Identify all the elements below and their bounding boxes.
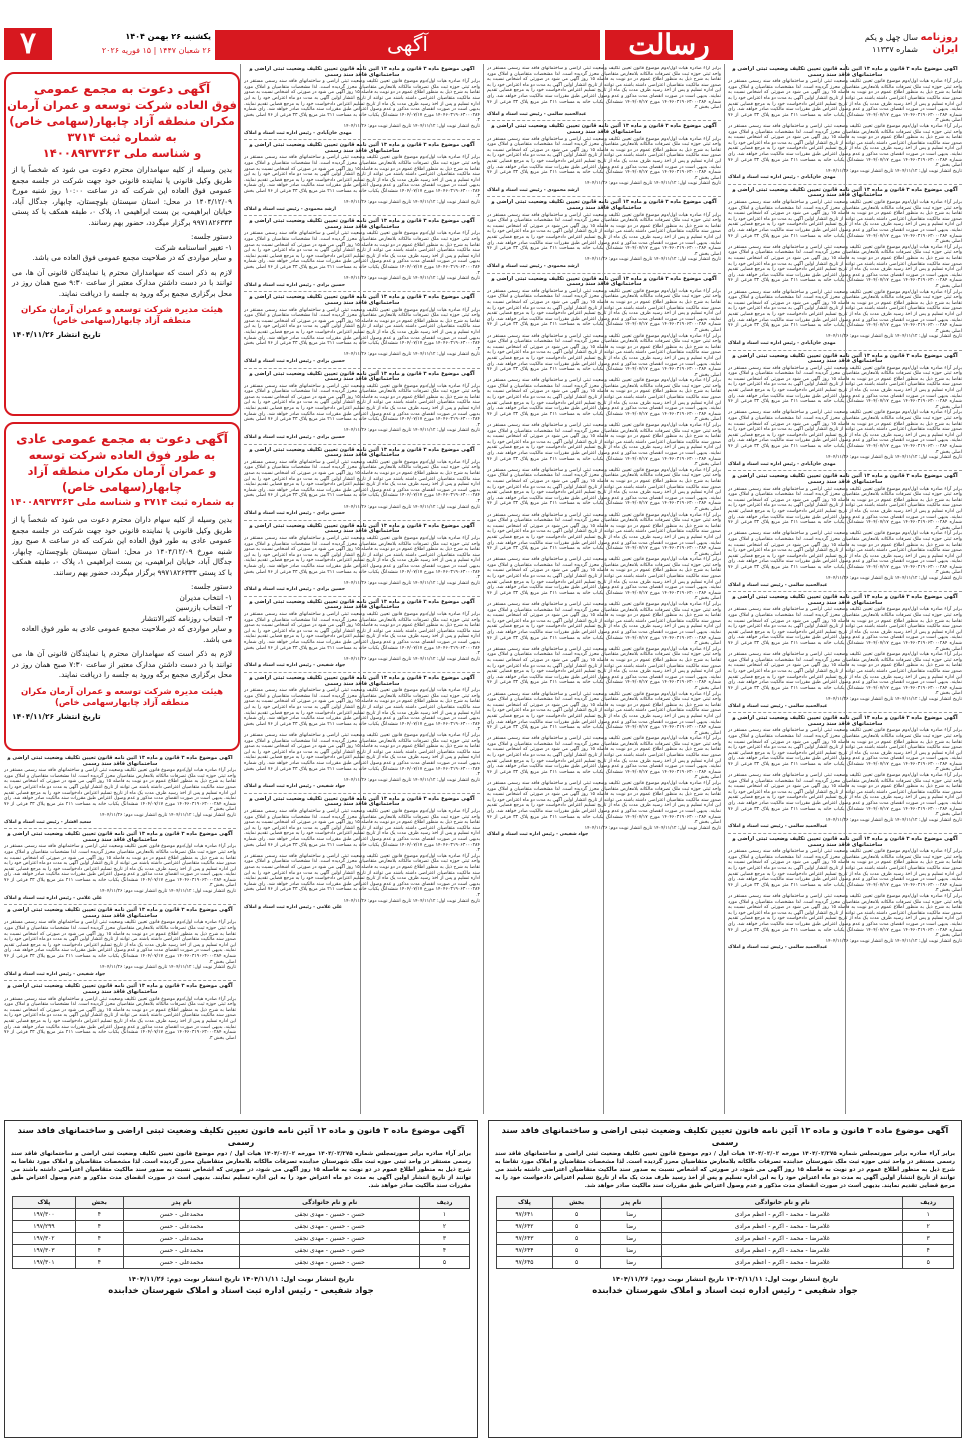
invite-title-line: آگهی دعوت به مجمع عمومی xyxy=(33,81,211,96)
table-cell: ۴ xyxy=(903,1245,954,1257)
notice-date: تاریخ انتشار نوبت اول: ۱۴۰۴/۱۱/۱۲ تاریخ انتشار نوبت دوم: ۱۴۰۴/۱۱/۲۶ xyxy=(584,181,721,187)
notice-date: تاریخ انتشار نوبت اول: ۱۴۰۴/۱۱/۱۲ تاریخ انتشار نوبت دوم: ۱۴۰۴/۱۱/۲۶ xyxy=(343,123,480,129)
notice-signature: ارشد محمودی - رئیس ثبت اسناد و املاک xyxy=(487,187,579,193)
table-cell: ۱۹۷/۲۹۹ xyxy=(13,1221,76,1233)
notice-date: تاریخ انتشار نوبت اول: ۱۴۰۴/۱۱/۱۲ تاریخ انتشار نوبت دوم: ۱۴۰۴/۱۱/۲۶ xyxy=(99,965,236,971)
bottom-notice-left xyxy=(4,1120,478,1438)
notice-body: برابر آراء صادره هیات اول/دوم موضوع قانون تعیین تکلیف وضعیت ثبتی اراضی و ساختمانهای فاقد سند رسمی مستقر در واحد ثبتی حوزه ثبت ملک تصرفات مالکانه بلامعارض متقاضیان محرز گردیده است. لذا مشخصات متقاضیان و املاک مورد تقاضا به شرح ذیل به منظور اطلاع عموم در دو نوبت به فاصله ۱۵ روز آگهی می شود در صورتی که اشخاص نسبت به صدور سند مالکیت متقاضیان اعتراضی داشته باشند می توانند از تاریخ انتشار اولین آگهی به مدت دو ماه اعتراض خود را به این اداره تسلیم و پس از اخذ رسید ظرف مدت یک ماه از تاریخ تسلیم اعتراض دادخواست خود را به مرجع قضایی تقدیم نمایند. بدیهی است در صورت انقضای مدت مذکور و عدم وصول اعتراض طبق مقررات سند مالکیت صادر خواهد شد. رای شماره ۱۴۰۴۶۰۳۱۹۰۶۳۰۰۰۲۸۴ مورخ ۱۴۰۴/۰۷/۱۷ ششدانگ یکباب خانه به مساحت ۲۱۱ متر مربع پلاک ۳۳ فرعی از ۷۶ اصلی بخش ۳. xyxy=(244,732,480,778)
notice-title: آگهی موضوع ماده ۳ قانون و ماده ۱۳ آئین نامه قانون تعیین تکلیف وضعیت ثبتی اراضی و ساختمانهای فاقد سند رسمی xyxy=(249,218,475,230)
notice-title: آگهی موضوع ماده ۳ قانون و ماده ۱۳ آئین نامه قانون تعیین تکلیف وضعیت ثبتی اراضی و ساختمانهای فاقد سند رسمی xyxy=(249,446,475,459)
table-row xyxy=(13,1245,470,1257)
column-divider xyxy=(483,64,484,1114)
column-header: نام پدر xyxy=(123,1197,240,1209)
column-header: ردیف xyxy=(903,1197,954,1209)
bottom-notice-date: تاریخ انتشار نوبت اول: ۱۴۰۴/۱۱/۱۱ تاریخ انتشار نوبت دوم: ۱۴۰۴/۱۱/۲۶ xyxy=(611,1275,839,1283)
notice-body: برابر آراء صادره هیات اول/دوم موضوع قانون تعیین تکلیف وضعیت ثبتی اراضی و ساختمانهای فاقد سند رسمی مستقر در واحد ثبتی حوزه ثبت ملک تصرفات مالکانه بلامعارض متقاضیان محرز گردیده است. لذا مشخصات متقاضیان و املاک مورد تقاضا به شرح ذیل به منظور اطلاع عموم در دو نوبت به فاصله ۱۵ روز آگهی می شود در صورتی که اشخاص نسبت به صدور سند مالکیت متقاضیان اعتراضی داشته باشند می توانند از تاریخ انتشار اولین آگهی به مدت دو ماه اعتراض خود را به این اداره تسلیم و پس از اخذ رسید ظرف مدت یک ماه از تاریخ تسلیم اعتراض دادخواست خود را به مرجع قضایی تقدیم نمایند. بدیهی است در صورت انقضای مدت مذکور و عدم وصول اعتراض طبق مقررات سند مالکیت صادر خواهد شد. رای شماره ۱۴۰۴۶۰۳۱۹۰۶۳۰۰۰۲۸۴ مورخ ۱۴۰۴/۰۷/۱۷ ششدانگ یکباب خانه به مساحت ۲۱۱ متر مربع پلاک ۳۳ فرعی از ۷۶ اصلی بخش ۳. xyxy=(487,736,721,781)
bottom-notice-body: برابر آراء صادره برابر صورتمجلس شماره ۱۴۰۴/۰۲/۲۷۵ مورخه ۱۴۰۴/۰۲/۰۲ هیات اول / دوم موضوع قانون تعیین تکلیف وضعیت ثبتی اراضی و ساختمانهای فاقد سند رسمی مستقر در واحد ثبتی حوزه ثبت ملک شهرستان خدابنده تصرفات مالکانه بلامعارض متقاضیان محرز گردیده است. لذا مشخصات متقاضیان و املاک مورد تقاضا به شرح ذیل به منظور اطلاع عموم در دو نوبت به فاصله ۱۵ روز آگهی می شود، در صورتی که اشخاص نسبت به صدور سند مالکیت متقاضیان اعتراضی داشته باشند می توانند از تاریخ انتشار اولین آگهی به مدت دو ماه اعتراض خود را به این اداره تسلیم نمایند. بدیهی است در صورت انقضای مدت مذکور و عدم وصول اعتراض طبق مقررات سند مالکیت صادر خواهد شد. xyxy=(11,1151,472,1189)
notice-date: تاریخ انتشار نوبت اول: ۱۴۰۴/۱۱/۱۲ تاریخ انتشار نوبت دوم: ۱۴۰۴/۱۱/۲۶ xyxy=(343,352,480,358)
table-cell: ۵ xyxy=(552,1233,600,1245)
notice-body: برابر آراء صادره هیات اول/دوم موضوع قانون تعیین تکلیف وضعیت ثبتی اراضی و ساختمانهای فاقد سند رسمی مستقر در واحد ثبتی حوزه ثبت ملک تصرفات مالکانه بلامعارض متقاضیان محرز گردیده است. لذا مشخصات متقاضیان و املاک مورد تقاضا به شرح ذیل به منظور اطلاع عموم در دو نوبت به فاصله ۱۵ روز آگهی می شود در صورتی که اشخاص نسبت به صدور سند مالکیت متقاضیان اعتراضی داشته باشند می توانند از تاریخ انتشار اولین آگهی به مدت دو ماه اعتراض خود را به این اداره تسلیم و پس از اخذ رسید ظرف مدت یک ماه از تاریخ تسلیم اعتراض دادخواست خود را به مرجع قضایی تقدیم نمایند. بدیهی است در صورت انقضای مدت مذکور و عدم وصول اعتراض طبق مقررات سند مالکیت صادر خواهد شد. رای شماره ۱۴۰۴۶۰۳۱۹۰۶۳۰۰۰۲۸۴ مورخ ۱۴۰۴/۰۷/۱۷ ششدانگ یکباب خانه به مساحت ۲۱۱ متر مربع پلاک ۳۳ فرعی از ۷۶ اصلی بخش ۳. xyxy=(487,212,721,257)
agenda-title: دستور جلسه: xyxy=(191,232,232,241)
notice-body: برابر آراء صادره هیات اول/دوم موضوع قانون تعیین تکلیف وضعیت ثبتی اراضی و ساختمانهای فاقد سند رسمی مستقر در واحد ثبتی حوزه ثبت ملک تصرفات مالکانه بلامعارض متقاضیان محرز گردیده است. لذا مشخصات متقاضیان و املاک مورد تقاضا به شرح ذیل به منظور اطلاع عموم در دو نوبت به فاصله ۱۵ روز آگهی می شود در صورتی که اشخاص نسبت به صدور سند مالکیت متقاضیان اعتراضی داشته باشند می توانند از تاریخ انتشار اولین آگهی به مدت دو ماه اعتراض خود را به این اداره تسلیم و پس از اخذ رسید ظرف مدت یک ماه از تاریخ تسلیم اعتراض دادخواست خود را به مرجع قضایی تقدیم نمایند. بدیهی است در صورت انقضای مدت مذکور و عدم وصول اعتراض طبق مقررات سند مالکیت صادر خواهد شد. رای شماره ۱۴۰۴۶۰۳۱۹۰۶۳۰۰۰۲۸۴ مورخ ۱۴۰۴/۰۷/۱۷ ششدانگ یکباب خانه به مساحت ۲۱۱ متر مربع پلاک ۳۳ فرعی از ۷۶ اصلی بخش ۳. xyxy=(4,844,236,889)
notice-signature: ارشد محمودی - رئیس ثبت اسناد و املاک xyxy=(244,206,336,212)
table-cell: حسن - حسین - مهدی نجفی xyxy=(240,1257,420,1269)
notice-signature: عبدالحمید سالمی - رئیس ثبت اسناد و املاک xyxy=(728,945,828,951)
bottom-notice-body: برابر آراء صادره برابر صورتمجلس شماره ۱۴۰۴/۰۲/۲۷۵ مورخه ۱۴۰۴/۰۲/۰۲ هیات اول / دوم موضوع قانون تعیین تکلیف وضعیت ثبتی اراضی و ساختمانهای فاقد سند رسمی مستقر در واحد ثبتی حوزه ثبت ملک شهرستان خدابنده تصرفات مالکانه بلامعارض متقاضیان محرز گردیده است. لذا مشخصات متقاضیان و املاک مورد تقاضا به شرح ذیل به منظور اطلاع عموم در دو نوبت به فاصله ۱۵ روز آگهی می شود، در صورتی که اشخاص نسبت به صدور سند مالکیت متقاضیان اعتراضی داشته باشند می توانند از تاریخ انتشار اولین آگهی به مدت دو ماه اعتراض خود را به این اداره تسلیم و پس از اخذ رسید ظرف مدت یک ماه از تاریخ تسلیم اعتراض دادخواست خود را به مرجع قضایی تقدیم نمایند. بدیهی است در صورت انقضای مدت مذکور و عدم وصول اعتراض طبق مقررات سند مالکیت صادر خواهد شد. xyxy=(495,1151,956,1189)
notice-date: تاریخ انتشار نوبت اول: ۱۴۰۴/۱۱/۱۲ تاریخ انتشار نوبت دوم: ۱۴۰۴/۱۱/۲۶ xyxy=(343,656,480,662)
notice-title: آگهی موضوع ماده ۳ قانون و ماده ۱۳ آئین نامه قانون تعیین تکلیف وضعیت ثبتی اراضی و ساختمانهای فاقد سند رسمی xyxy=(732,186,958,199)
notice-signature: حسین برادی - رئیس اداره ثبت اسناد و املاک xyxy=(244,587,345,593)
notice-body: برابر آراء صادره هیات اول/دوم موضوع قانون تعیین تکلیف وضعیت ثبتی اراضی و ساختمانهای فاقد سند رسمی مستقر در واحد ثبتی حوزه ثبت ملک تصرفات مالکانه بلامعارض متقاضیان محرز گردیده است. لذا مشخصات متقاضیان و املاک مورد تقاضا به شرح ذیل به منظور اطلاع عموم در دو نوبت به فاصله ۱۵ روز آگهی می شود در صورتی که اشخاص نسبت به صدور سند مالکیت متقاضیان اعتراضی داشته باشند می توانند از تاریخ انتشار اولین آگهی به مدت دو ماه اعتراض خود را به این اداره تسلیم و پس از اخذ رسید ظرف مدت یک ماه از تاریخ تسلیم اعتراض دادخواست خود را به مرجع قضایی تقدیم نمایند. بدیهی است در صورت انقضای مدت مذکور و عدم وصول اعتراض طبق مقررات سند مالکیت صادر خواهد شد. رای شماره ۱۴۰۴۶۰۳۱۹۰۶۳۰۰۰۲۸۴ مورخ ۱۴۰۴/۰۷/۱۷ ششدانگ یکباب خانه به مساحت ۲۱۱ متر مربع پلاک ۳۳ فرعی از ۷۶ اصلی بخش ۳. xyxy=(244,612,480,657)
table-cell: ۴ xyxy=(75,1245,123,1257)
notice-signature: مهدی خان‌آبادی - رئیس اداره ثبت اسناد و املاک xyxy=(728,175,836,181)
section-bar xyxy=(215,30,600,60)
table-row xyxy=(13,1209,470,1221)
notice-body: برابر آراء صادره هیات اول/دوم موضوع قانون تعیین تکلیف وضعیت ثبتی اراضی و ساختمانهای فاقد سند رسمی مستقر در واحد ثبتی حوزه ثبت ملک تصرفات مالکانه بلامعارض متقاضیان محرز گردیده است. لذا مشخصات متقاضیان و املاک مورد تقاضا به شرح ذیل به منظور اطلاع عموم در دو نوبت به فاصله ۱۵ روز آگهی می شود در صورتی که اشخاص نسبت به صدور سند مالکیت متقاضیان اعتراضی داشته باشند می توانند از تاریخ انتشار اولین آگهی به مدت دو ماه اعتراض خود را به این اداره تسلیم و پس از اخذ رسید ظرف مدت یک ماه از تاریخ تسلیم اعتراض دادخواست خود را به مرجع قضایی تقدیم نمایند. بدیهی است در صورت انقضای مدت مذکور و عدم وصول اعتراض طبق مقررات سند مالکیت صادر خواهد شد. رای شماره ۱۴۰۴۶۰۳۱۹۰۶۳۰۰۰۲۸۴ مورخ ۱۴۰۴/۰۷/۱۷ ششدانگ یکباب خانه به مساحت ۲۱۱ متر مربع پلاک ۳۳ فرعی از ۷۶ اصلی بخش ۳. xyxy=(728,773,962,818)
notice-body: برابر آراء صادره هیات اول/دوم موضوع قانون تعیین تکلیف وضعیت ثبتی اراضی و ساختمانهای فاقد سند رسمی مستقر در واحد ثبتی حوزه ثبت ملک تصرفات مالکانه بلامعارض متقاضیان محرز گردیده است. لذا مشخصات متقاضیان و املاک مورد تقاضا به شرح ذیل به منظور اطلاع عموم در دو نوبت به فاصله ۱۵ روز آگهی می شود در صورتی که اشخاص نسبت به صدور سند مالکیت متقاضیان اعتراضی داشته باشند می توانند از تاریخ انتشار اولین آگهی به مدت دو ماه اعتراض خود را به این اداره تسلیم و پس از اخذ رسید ظرف مدت یک ماه از تاریخ تسلیم اعتراض دادخواست خود را به مرجع قضایی تقدیم نمایند. بدیهی است در صورت انقضای مدت مذکور و عدم وصول اعتراض طبق مقررات سند مالکیت صادر خواهد شد. رای شماره ۱۴۰۴۶۰۳۱۹۰۶۳۰۰۰۲۸۴ مورخ ۱۴۰۴/۰۷/۱۷ ششدانگ یکباب خانه به مساحت ۲۱۱ متر مربع پلاک ۳۳ فرعی از ۷۶ اصلی بخش ۳. xyxy=(487,602,721,647)
notice-signature: عبدالحمید سالمی - رئیس ثبت اسناد و املاک xyxy=(728,824,828,830)
column-header: نام و نام خانوادگی xyxy=(240,1197,420,1209)
table-row xyxy=(497,1233,954,1245)
invite-board-signature: هیئت مدیره شرکت توسعه و عمران آرمان مکران منطقه آزاد چابهارسهامی خاص) xyxy=(20,686,224,708)
table-cell: ۴ xyxy=(75,1209,123,1221)
table-cell: رضا xyxy=(601,1233,662,1245)
notice-body: برابر آراء صادره هیات اول/دوم موضوع قانون تعیین تکلیف وضعیت ثبتی اراضی و ساختمانهای فاقد سند رسمی مستقر در واحد ثبتی حوزه ثبت ملک تصرفات مالکانه بلامعارض متقاضیان محرز گردیده است. لذا مشخصات متقاضیان و املاک مورد تقاضا به شرح ذیل به منظور اطلاع عموم در دو نوبت به فاصله ۱۵ روز آگهی می شود در صورتی که اشخاص نسبت به صدور سند مالکیت متقاضیان اعتراضی داشته باشند می توانند از تاریخ انتشار اولین آگهی به مدت دو ماه اعتراض خود را به این اداره تسلیم و پس از اخذ رسید ظرف مدت یک ماه از تاریخ تسلیم اعتراض دادخواست خود را به مرجع قضایی تقدیم نمایند. بدیهی است در صورت انقضای مدت مذکور و عدم وصول اعتراض طبق مقررات سند مالکیت صادر خواهد شد. رای شماره ۱۴۰۴۶۰۳۱۹۰۶۳۰۰۰۲۸۴ مورخ ۱۴۰۴/۰۷/۱۷ ششدانگ یکباب خانه به مساحت ۲۱۱ متر مربع پلاک ۳۳ فرعی از ۷۶ اصلی بخش ۳. xyxy=(244,853,480,898)
table-cell: ۳ xyxy=(420,1233,470,1245)
page-header xyxy=(0,0,966,62)
notice-body: برابر آراء صادره هیات اول/دوم موضوع قانون تعیین تکلیف وضعیت ثبتی اراضی و ساختمانهای فاقد سند رسمی مستقر در واحد ثبتی حوزه ثبت ملک تصرفات مالکانه بلامعارض متقاضیان محرز گردیده است. لذا مشخصات متقاضیان و املاک مورد تقاضا به شرح ذیل به منظور اطلاع عموم در دو نوبت به فاصله ۱۵ روز آگهی می شود در صورتی که اشخاص نسبت به صدور سند مالکیت متقاضیان اعتراضی داشته باشند می توانند از تاریخ انتشار اولین آگهی به مدت دو ماه اعتراض خود را به این اداره تسلیم و پس از اخذ رسید ظرف مدت یک ماه از تاریخ تسلیم اعتراض دادخواست خود را به مرجع قضایی تقدیم نمایند. بدیهی است در صورت انقضای مدت مذکور و عدم وصول اعتراض طبق مقررات سند مالکیت صادر خواهد شد. رای شماره ۱۴۰۴۶۰۳۱۹۰۶۳۰۰۰۲۸۴ مورخ ۱۴۰۴/۰۷/۱۷ ششدانگ یکباب خانه به مساحت ۲۱۱ متر مربع پلاک ۳۳ فرعی از ۷۶ اصلی بخش ۳. xyxy=(487,467,721,512)
notice-body: برابر آراء صادره هیات اول/دوم موضوع قانون تعیین تکلیف وضعیت ثبتی اراضی و ساختمانهای فاقد سند رسمی مستقر در واحد ثبتی حوزه ثبت ملک تصرفات مالکانه بلامعارض متقاضیان محرز گردیده است. لذا مشخصات متقاضیان و املاک مورد تقاضا به شرح ذیل به منظور اطلاع عموم در دو نوبت به فاصله ۱۵ روز آگهی می شود در صورتی که اشخاص نسبت به صدور سند مالکیت متقاضیان اعتراضی داشته باشند می توانند از تاریخ انتشار اولین آگهی به مدت دو ماه اعتراض خود را به این اداره تسلیم و پس از اخذ رسید ظرف مدت یک ماه از تاریخ تسلیم اعتراض دادخواست خود را به مرجع قضایی تقدیم نمایند. بدیهی است در صورت انقضای مدت مذکور و عدم وصول اعتراض طبق مقررات سند مالکیت صادر خواهد شد. رای شماره ۱۴۰۴۶۰۳۱۹۰۶۳۰۰۰۲۸۴ مورخ ۱۴۰۴/۰۷/۱۷ ششدانگ یکباب خانه به مساحت ۲۱۱ متر مربع پلاک ۳۳ فرعی از ۷۶ اصلی بخش ۳. xyxy=(487,512,721,557)
bottom-notice-signature: جواد شفیعی - رئیس اداره ثبت اسناد و املاک شهرستان خدابنده xyxy=(592,1286,858,1296)
notice-body: برابر آراء صادره هیات اول/دوم موضوع قانون تعیین تکلیف وضعیت ثبتی اراضی و ساختمانهای فاقد سند رسمی مستقر در واحد ثبتی حوزه ثبت ملک تصرفات مالکانه بلامعارض متقاضیان محرز گردیده است. لذا مشخصات متقاضیان و املاک مورد تقاضا به شرح ذیل به منظور اطلاع عموم در دو نوبت به فاصله ۱۵ روز آگهی می شود در صورتی که اشخاص نسبت به صدور سند مالکیت متقاضیان اعتراضی داشته باشند می توانند از تاریخ انتشار اولین آگهی به مدت دو ماه اعتراض خود را به این اداره تسلیم و پس از اخذ رسید ظرف مدت یک ماه از تاریخ تسلیم اعتراض دادخواست خود را به مرجع قضایی تقدیم نمایند. بدیهی است در صورت انقضای مدت مذکور و عدم وصول اعتراض طبق مقررات سند مالکیت صادر خواهد شد. رای شماره ۱۴۰۴۶۰۳۱۹۰۶۳۰۰۰۲۸۴ مورخ ۱۴۰۴/۰۷/۱۷ ششدانگ یکباب خانه به مساحت ۲۱۱ متر مربع پلاک ۳۳ فرعی از ۷۶ اصلی بخش ۳. xyxy=(728,607,962,652)
notice-date: تاریخ انتشار نوبت اول: ۱۴۰۴/۱۱/۱۲ تاریخ انتشار نوبت دوم: ۱۴۰۴/۱۱/۲۶ xyxy=(584,825,721,831)
notice-column xyxy=(4,755,236,1110)
notice-body: برابر آراء صادره هیات اول/دوم موضوع قانون تعیین تکلیف وضعیت ثبتی اراضی و ساختمانهای فاقد سند رسمی مستقر در واحد ثبتی حوزه ثبت ملک تصرفات مالکانه بلامعارض متقاضیان محرز گردیده است. لذا مشخصات متقاضیان و املاک مورد تقاضا به شرح ذیل به منظور اطلاع عموم در دو نوبت به فاصله ۱۵ روز آگهی می شود در صورتی که اشخاص نسبت به صدور سند مالکیت متقاضیان اعتراضی داشته باشند می توانند از تاریخ انتشار اولین آگهی به مدت دو ماه اعتراض خود را به این اداره تسلیم و پس از اخذ رسید ظرف مدت یک ماه از تاریخ تسلیم اعتراض دادخواست خود را به مرجع قضایی تقدیم نمایند. بدیهی است در صورت انقضای مدت مذکور و عدم وصول اعتراض طبق مقررات سند مالکیت صادر خواهد شد. رای شماره ۱۴۰۴۶۰۳۱۹۰۶۳۰۰۰۲۸۴ مورخ ۱۴۰۴/۰۷/۱۷ ششدانگ یکباب خانه به مساحت ۲۱۱ متر مربع پلاک ۳۳ فرعی از ۷۶ اصلی بخش ۳. xyxy=(487,646,721,691)
table-cell: ۹۷/۶۴۱ xyxy=(497,1209,553,1221)
notice-title: آگهی موضوع ماده ۳ قانون و ماده ۱۳ آئین نامه قانون تعیین تکلیف وضعیت ثبتی اراضی و ساختمانهای فاقد سند رسمی xyxy=(249,294,475,306)
notice-column xyxy=(487,66,721,1116)
table-cell: محمدعلی - حسن xyxy=(123,1245,240,1257)
column-header: بخش xyxy=(75,1197,123,1209)
notice-column xyxy=(244,66,480,1116)
column-divider xyxy=(724,64,725,1114)
notice-column xyxy=(728,66,962,1116)
bottom-notice-signature: جواد شفیعی - رئیس اداره ثبت اسناد و املاک شهرستان خدابنده xyxy=(108,1286,374,1296)
table-cell: ۹۷/۶۴۵ xyxy=(497,1257,553,1269)
column-divider xyxy=(240,64,241,1114)
table-cell: ۱ xyxy=(420,1209,470,1221)
table-cell: ۱ xyxy=(903,1209,954,1221)
table-cell: ۵ xyxy=(552,1245,600,1257)
notice-title: آگهی موضوع ماده ۳ قانون و ماده ۱۳ آئین نامه قانون تعیین تکلیف وضعیت ثبتی اراضی و ساختمانهای فاقد سند رسمی xyxy=(491,199,717,212)
table-cell: ۳ xyxy=(903,1233,954,1245)
invite-date: تاریخ انتشار ۱۴۰۴/۱۱/۲۶ xyxy=(12,711,101,721)
notice-signature: ارشد محمودی - رئیس ثبت اسناد و املاک xyxy=(487,264,579,269)
invite-title-line: مکران منطقه آزاد چابهار(سهامی خاص) xyxy=(9,114,235,128)
invite-title-line: به شماره ثبت ۳۷۱۴ xyxy=(67,130,177,144)
notice-date: تاریخ انتشار نوبت اول: ۱۴۰۴/۱۱/۱۲ تاریخ انتشار نوبت دوم: ۱۴۰۴/۱۱/۲۶ xyxy=(343,898,480,904)
table-cell: ۵ xyxy=(903,1257,954,1269)
bottom-notice-title: آگهی موضوع ماده ۳ قانون و ماده ۱۳ آئین نامه قانون تعیین تکلیف وضعیت ثبتی اراضی و ساختمانهای فاقد سند رسمی xyxy=(17,1125,465,1147)
notice-title: آگهی موضوع ماده ۳ قانون و ماده ۱۳ آئین نامه قانون تعیین تکلیف وضعیت ثبتی اراضی و ساختمانهای فاقد سند رسمی xyxy=(249,142,475,154)
notice-date: تاریخ انتشار نوبت اول: ۱۴۰۴/۱۱/۱۲ تاریخ انتشار نوبت دوم: ۱۴۰۴/۱۱/۲۶ xyxy=(825,938,962,944)
notice-body: برابر آراء صادره هیات اول/دوم موضوع قانون تعیین تکلیف وضعیت ثبتی اراضی و ساختمانهای فاقد سند رسمی مستقر در واحد ثبتی حوزه ثبت ملک تصرفات مالکانه بلامعارض متقاضیان محرز گردیده است. لذا مشخصات متقاضیان و املاک مورد تقاضا به شرح ذیل به منظور اطلاع عموم در دو نوبت به فاصله ۱۵ روز آگهی می شود در صورتی که اشخاص نسبت به صدور سند مالکیت متقاضیان اعتراضی داشته باشند می توانند از تاریخ انتشار اولین آگهی به مدت دو ماه اعتراض خود را به این اداره تسلیم و پس از اخذ رسید ظرف مدت یک ماه از تاریخ تسلیم اعتراض دادخواست خود را به مرجع قضایی تقدیم نمایند. بدیهی است در صورت انقضای مدت مذکور و عدم وصول اعتراض طبق مقررات سند مالکیت صادر خواهد شد. رای شماره ۱۴۰۴۶۰۳۱۹۰۶۳۰۰۰۲۸۴ مورخ ۱۴۰۴/۰۷/۱۷ ششدانگ یکباب خانه به مساحت ۲۱۱ متر مربع پلاک ۳۳ فرعی از ۷۶ اصلی بخش ۳. xyxy=(244,231,480,276)
notice-title: آگهی موضوع ماده ۳ قانون و ماده ۱۳ آئین نامه قانون تعیین تکلیف وضعیت ثبتی اراضی و ساختمانهای فاقد سند رسمی xyxy=(249,66,475,78)
notice-body: برابر آراء صادره هیات اول/دوم موضوع قانون تعیین تکلیف وضعیت ثبتی اراضی و ساختمانهای فاقد سند رسمی مستقر در واحد ثبتی حوزه ثبت ملک تصرفات مالکانه بلامعارض متقاضیان محرز گردیده است. لذا مشخصات متقاضیان و املاک مورد تقاضا به شرح ذیل به منظور اطلاع عموم در دو نوبت به فاصله ۱۵ روز آگهی می شود در صورتی که اشخاص نسبت به صدور سند مالکیت متقاضیان اعتراضی داشته باشند می توانند از تاریخ انتشار اولین آگهی به مدت دو ماه اعتراض خود را به این اداره تسلیم و پس از اخذ رسید ظرف مدت یک ماه از تاریخ تسلیم اعتراض دادخواست خود را به مرجع قضایی تقدیم نمایند. بدیهی است در صورت انقضای مدت مذکور و عدم وصول اعتراض طبق مقررات سند مالکیت صادر خواهد شد. رای شماره ۱۴۰۴۶۰۳۱۹۰۶۳۰۰۰۲۸۴ مورخ ۱۴۰۴/۰۷/۱۷ ششدانگ یکباب خانه به مساحت ۲۱۱ متر مربع پلاک ۳۳ فرعی از ۷۶ اصلی بخش ۳. xyxy=(244,79,480,124)
notice-title: آگهی موضوع ماده ۳ قانون و ماده ۱۳ آئین نامه قانون تعیین تکلیف وضعیت ثبتی اراضی و ساختمانهای فاقد سند رسمی xyxy=(732,836,958,848)
notice-signature: جواد شفیعی - رئیس اداره ثبت اسناد و املاک xyxy=(4,971,106,977)
notice-signature: حسین برادی - رئیس اداره ثبت اسناد و املاک xyxy=(244,511,345,517)
invite-title-line: به شماره ثبت ۳۷۱۴ و شناسه ملی ۱۴۰۰۸۹۳۷۳۶۳ xyxy=(9,497,235,508)
invite-title-line: و عمران آرمان مکران منطقه آزاد xyxy=(27,464,217,478)
table-row xyxy=(497,1221,954,1233)
table-cell: حسن - حسین - مهدی نجفی xyxy=(240,1209,420,1221)
notice-signature: حسین برادی - رئیس اداره ثبت اسناد و املاک xyxy=(244,358,345,364)
invite-date: تاریخ انتشار ۱۴۰۴/۱۱/۲۶ xyxy=(12,330,101,339)
brand-line2: ایران xyxy=(932,44,958,55)
bottom-notice-title: آگهی موضوع ماده ۳ قانون و ماده ۱۳ آئین نامه قانون تعیین تکلیف وضعیت ثبتی اراضی و ساختمانهای فاقد سند رسمی xyxy=(501,1125,949,1147)
year-label: سال چهل و یکم xyxy=(864,33,918,42)
table-cell: ۵ xyxy=(420,1257,470,1269)
table-cell: غلامرضا - محمد - اکرم - اعظم مرادی xyxy=(662,1245,903,1257)
table-cell: ۴ xyxy=(75,1257,123,1269)
table-row xyxy=(13,1233,470,1245)
notice-body: برابر آراء صادره هیات اول/دوم موضوع قانون تعیین تکلیف وضعیت ثبتی اراضی و ساختمانهای فاقد سند رسمی مستقر در واحد ثبتی حوزه ثبت ملک تصرفات مالکانه بلامعارض متقاضیان محرز گردیده است. لذا مشخصات متقاضیان و املاک مورد تقاضا به شرح ذیل به منظور اطلاع عموم در دو نوبت به فاصله ۱۵ روز آگهی می شود در صورتی که اشخاص نسبت به صدور سند مالکیت متقاضیان اعتراضی داشته باشند می توانند از تاریخ انتشار اولین آگهی به مدت دو ماه اعتراض خود را به این اداره تسلیم و پس از اخذ رسید ظرف مدت یک ماه از تاریخ تسلیم اعتراض دادخواست خود را به مرجع قضایی تقدیم نمایند. بدیهی است در صورت انقضای مدت مذکور و عدم وصول اعتراض طبق مقررات سند مالکیت صادر خواهد شد. رای شماره ۱۴۰۴۶۰۳۱۹۰۶۳۰۰۰۲۸۴ مورخ ۱۴۰۴/۰۷/۱۷ ششدانگ یکباب خانه به مساحت ۲۱۱ متر مربع پلاک ۳۳ فرعی از ۷۶ اصلی بخش ۳. xyxy=(487,136,721,181)
table-cell: ۵ xyxy=(552,1257,600,1269)
notice-title: آگهی موضوع ماده ۳ قانون و ماده ۱۳ آئین نامه قانون تعیین تکلیف وضعیت ثبتی اراضی و ساختمانهای فاقد سند رسمی xyxy=(732,352,958,365)
column-header: نام پدر xyxy=(601,1197,662,1209)
notice-title: آگهی موضوع ماده ۳ قانون و ماده ۱۳ آئین نامه قانون تعیین تکلیف وضعیت ثبتی اراضی و ساختمانهای فاقد سند رسمی xyxy=(249,522,475,535)
agenda-item: ۳- انتخاب روزنامه کثیرالانتشار xyxy=(141,613,232,623)
notice-body: برابر آراء صادره هیات اول/دوم موضوع قانون تعیین تکلیف وضعیت ثبتی اراضی و ساختمانهای فاقد سند رسمی مستقر در واحد ثبتی حوزه ثبت ملک تصرفات مالکانه بلامعارض متقاضیان محرز گردیده است. لذا مشخصات متقاضیان و املاک مورد تقاضا به شرح ذیل به منظور اطلاع عموم در دو نوبت به فاصله ۱۵ روز آگهی می شود در صورتی که اشخاص نسبت به صدور سند مالکیت متقاضیان اعتراضی داشته باشند می توانند از تاریخ انتشار اولین آگهی به مدت دو ماه اعتراض خود را به این اداره تسلیم و پس از اخذ رسید ظرف مدت یک ماه از تاریخ تسلیم اعتراض دادخواست خود را به مرجع قضایی تقدیم نمایند. بدیهی است در صورت انقضای مدت مذکور و عدم وصول اعتراض طبق مقررات سند مالکیت صادر خواهد شد. رای شماره ۱۴۰۴۶۰۳۱۹۰۶۳۰۰۰۲۸۴ مورخ ۱۴۰۴/۰۷/۱۷ ششدانگ یکباب خانه به مساحت ۲۱۱ متر مربع پلاک ۳۳ فرعی از ۷۶ اصلی بخش ۳. xyxy=(244,688,480,733)
notice-signature: مهدی خان‌آبادی - رئیس اداره ثبت اسناد و املاک xyxy=(728,461,836,467)
notice-date: تاریخ انتشار نوبت اول: ۱۴۰۴/۱۱/۱۲ تاریخ انتشار نوبت دوم: ۱۴۰۴/۱۱/۲۶ xyxy=(825,168,962,174)
notice-date: تاریخ انتشار نوبت اول: ۱۴۰۴/۱۱/۱۲ تاریخ انتشار نوبت دوم: ۱۴۰۴/۱۱/۲۶ xyxy=(825,455,962,461)
table-cell: غلامرضا - محمد - اکرم - اعظم مرادی xyxy=(662,1257,903,1269)
notice-body: برابر آراء صادره هیات اول/دوم موضوع قانون تعیین تکلیف وضعیت ثبتی اراضی و ساختمانهای فاقد سند رسمی مستقر در واحد ثبتی حوزه ثبت ملک تصرفات مالکانه بلامعارض متقاضیان محرز گردیده است. لذا مشخصات متقاضیان و املاک مورد تقاضا به شرح ذیل به منظور اطلاع عموم در دو نوبت به فاصله ۱۵ روز آگهی می شود در صورتی که اشخاص نسبت به صدور سند مالکیت متقاضیان اعتراضی داشته باشند می توانند از تاریخ انتشار اولین آگهی به مدت دو ماه اعتراض خود را به این اداره تسلیم و پس از اخذ رسید ظرف مدت یک ماه از تاریخ تسلیم اعتراض دادخواست خود را به مرجع قضایی تقدیم نمایند. بدیهی است در صورت انقضای مدت مذکور و عدم وصول اعتراض طبق مقررات سند مالکیت صادر خواهد شد. رای شماره ۱۴۰۴۶۰۳۱۹۰۶۳۰۰۰۲۸۴ مورخ ۱۴۰۴/۰۷/۱۷ ششدانگ یکباب خانه به مساحت ۲۱۱ متر مربع پلاک ۳۳ فرعی از ۷۶ اصلی بخش ۳. xyxy=(244,383,480,428)
notice-body: برابر آراء صادره هیات اول/دوم موضوع قانون تعیین تکلیف وضعیت ثبتی اراضی و ساختمانهای فاقد سند رسمی مستقر در واحد ثبتی حوزه ثبت ملک تصرفات مالکانه بلامعارض متقاضیان محرز گردیده است. لذا مشخصات متقاضیان و املاک مورد تقاضا به شرح ذیل به منظور اطلاع عموم در دو نوبت به فاصله ۱۵ روز آگهی می شود در صورتی که اشخاص نسبت به صدور سند مالکیت متقاضیان اعتراضی داشته باشند می توانند از تاریخ انتشار اولین آگهی به مدت دو ماه اعتراض خود را به این اداره تسلیم و پس از اخذ رسید ظرف مدت یک ماه از تاریخ تسلیم اعتراض دادخواست خود را به مرجع قضایی تقدیم نمایند. بدیهی است در صورت انقضای مدت مذکور و عدم وصول اعتراض طبق مقررات سند مالکیت صادر خواهد شد. رای شماره ۱۴۰۴۶۰۳۱۹۰۶۳۰۰۰۲۸۴ مورخ ۱۴۰۴/۰۷/۱۷ ششدانگ یکباب خانه به مساحت ۲۱۱ متر مربع پلاک ۳۳ فرعی از ۷۶ اصلی بخش ۳. xyxy=(728,244,962,289)
notice-signature: علی غلامی - رئیس اداره ثبت اسناد و املاک xyxy=(244,905,343,911)
table-cell: غلامرضا - محمد - اکرم - اعظم مرادی xyxy=(662,1209,903,1221)
notice-body: برابر آراء صادره هیات اول/دوم موضوع قانون تعیین تکلیف وضعیت ثبتی اراضی و ساختمانهای فاقد سند رسمی مستقر در واحد ثبتی حوزه ثبت ملک تصرفات مالکانه بلامعارض متقاضیان محرز گردیده است. لذا مشخصات متقاضیان و املاک مورد تقاضا به شرح ذیل به منظور اطلاع عموم در دو نوبت به فاصله ۱۵ روز آگهی می شود در صورتی که اشخاص نسبت به صدور سند مالکیت متقاضیان اعتراضی داشته باشند می توانند از تاریخ انتشار اولین آگهی به مدت دو ماه اعتراض خود را به این اداره تسلیم و پس از اخذ رسید ظرف مدت یک ماه از تاریخ تسلیم اعتراض دادخواست خود را به مرجع قضایی تقدیم نمایند. بدیهی است در صورت انقضای مدت مذکور و عدم وصول اعتراض طبق مقررات سند مالکیت صادر خواهد شد. رای شماره ۱۴۰۴۶۰۳۱۹۰۶۳۰۰۰۲۸۴ مورخ ۱۴۰۴/۰۷/۱۷ ششدانگ یکباب خانه به مساحت ۲۱۱ متر مربع پلاک ۳۳ فرعی از ۷۶ اصلی بخش ۳. xyxy=(728,849,962,894)
notice-signature: جواد شفیعی - رئیس اداره ثبت اسناد و املاک xyxy=(487,832,589,838)
table-cell: ۲ xyxy=(903,1221,954,1233)
table-cell: حسن - حسین - مهدی نجفی xyxy=(240,1221,420,1233)
agenda-item: و سایر مواردی که در صلاحیت مجمع عمومی فوق العاده می باشد. xyxy=(32,253,232,262)
table-cell: ۵ xyxy=(552,1221,600,1233)
bottom-notice-right xyxy=(488,1120,962,1438)
notice-body: برابر آراء صادره هیات اول/دوم موضوع قانون تعیین تکلیف وضعیت ثبتی اراضی و ساختمانهای فاقد سند رسمی مستقر در واحد ثبتی حوزه ثبت ملک تصرفات مالکانه بلامعارض متقاضیان محرز گردیده است. لذا مشخصات متقاضیان و املاک مورد تقاضا به شرح ذیل به منظور اطلاع عموم در دو نوبت به فاصله ۱۵ روز آگهی می شود در صورتی که اشخاص نسبت به صدور سند مالکیت متقاضیان اعتراضی داشته باشند می توانند از تاریخ انتشار اولین آگهی به مدت دو ماه اعتراض خود را به این اداره تسلیم و پس از اخذ رسید ظرف مدت یک ماه از تاریخ تسلیم اعتراض دادخواست خود را به مرجع قضایی تقدیم نمایند. بدیهی است در صورت انقضای مدت مذکور و عدم وصول اعتراض طبق مقررات سند مالکیت صادر خواهد شد. رای شماره ۱۴۰۴۶۰۳۱۹۰۶۳۰۰۰۲۸۴ مورخ ۱۴۰۴/۰۷/۱۷ ششدانگ یکباب خانه به مساحت ۲۱۱ متر مربع پلاک ۳۳ فرعی از ۷۶ اصلی بخش ۳. xyxy=(728,531,962,576)
table-cell: ۹۷/۶۴۲ xyxy=(497,1221,553,1233)
invite-body: بدین وسیله از کلیه سهام داران محترم دعوت می شود که شخصاً یا از طریق وکیل قانونی یا نماینده قانونی خود جهت شرکت در جلسه مجمع عمومی عادی به طور فوق العاده این شرکت که در ساعت ۸ صبح روز شنبه مورخ ۱۴۰۴/۱۲/۰۹ در محل: استان سیستان بلوچستان، چابهار، جدگال آباد، خیابان ابراهیمی، بن بست ابراهیمی ۱، پلاک ۰، طبقه همکف با کد پستی ۹۹۷۱۸۲۶۳۳۳ برگزار میگردد، حضور بهم رسانند. xyxy=(12,515,232,577)
notice-title: آگهی موضوع ماده ۳ قانون و ماده ۱۳ آئین نامه قانون تعیین تکلیف وضعیت ثبتی اراضی و ساختمانهای فاقد سند رسمی xyxy=(7,755,233,767)
notice-date: تاریخ انتشار نوبت اول: ۱۴۰۴/۱۱/۱۲ تاریخ انتشار نوبت دوم: ۱۴۰۴/۱۱/۲۶ xyxy=(99,812,236,818)
notice-title: آگهی موضوع ماده ۳ قانون و ماده ۱۳ آئین نامه قانون تعیین تکلیف وضعیت ثبتی اراضی و ساختمانهای فاقد سند رسمی xyxy=(732,594,958,606)
invite-board-signature: هیئت مدیره شرکت توسعه و عمران آرمان مکران منطقه آزاد چابهار(سهامی خاص) xyxy=(20,305,224,326)
invite-title-line: به طور فوق العاده شرکت توسعه xyxy=(28,448,216,462)
notice-date: تاریخ انتشار نوبت اول: ۱۴۰۴/۱۱/۱۲ تاریخ انتشار نوبت دوم: ۱۴۰۴/۱۱/۲۶ xyxy=(343,428,480,434)
table-cell: رضا xyxy=(601,1257,662,1269)
table-row xyxy=(497,1245,954,1257)
notice-body: برابر آراء صادره هیات اول/دوم موضوع قانون تعیین تکلیف وضعیت ثبتی اراضی و ساختمانهای فاقد سند رسمی مستقر در واحد ثبتی حوزه ثبت ملک تصرفات مالکانه بلامعارض متقاضیان محرز گردیده است. لذا مشخصات متقاضیان و املاک مورد تقاضا به شرح ذیل به منظور اطلاع عموم در دو نوبت به فاصله ۱۵ روز آگهی می شود در صورتی که اشخاص نسبت به صدور سند مالکیت متقاضیان اعتراضی داشته باشند می توانند از تاریخ انتشار اولین آگهی به مدت دو ماه اعتراض خود را به این اداره تسلیم و پس از اخذ رسید ظرف مدت یک ماه از تاریخ تسلیم اعتراض دادخواست خود را به مرجع قضایی تقدیم نمایند. بدیهی است در صورت انقضای مدت مذکور و عدم وصول اعتراض طبق مقررات سند مالکیت صادر خواهد شد. رای شماره ۱۴۰۴۶۰۳۱۹۰۶۳۰۰۰۲۸۴ مورخ ۱۴۰۴/۰۷/۱۷ ششدانگ یکباب خانه به مساحت ۲۱۱ متر مربع پلاک ۳۳ فرعی از ۷۶ اصلی بخش ۳. xyxy=(728,652,962,697)
notice-body: برابر آراء صادره هیات اول/دوم موضوع قانون تعیین تکلیف وضعیت ثبتی اراضی و ساختمانهای فاقد سند رسمی مستقر در واحد ثبتی حوزه ثبت ملک تصرفات مالکانه بلامعارض متقاضیان محرز گردیده است. لذا مشخصات متقاضیان و املاک مورد تقاضا به شرح ذیل به منظور اطلاع عموم در دو نوبت به فاصله ۱۵ روز آگهی می شود در صورتی که اشخاص نسبت به صدور سند مالکیت متقاضیان اعتراضی داشته باشند می توانند از تاریخ انتشار اولین آگهی به مدت دو ماه اعتراض خود را به این اداره تسلیم و پس از اخذ رسید ظرف مدت یک ماه از تاریخ تسلیم اعتراض دادخواست خود را به مرجع قضایی تقدیم نمایند. بدیهی است در صورت انقضای مدت مذکور و عدم وصول اعتراض طبق مقررات سند مالکیت صادر خواهد شد. رای شماره ۱۴۰۴۶۰۳۱۹۰۶۳۰۰۰۲۸۴ مورخ ۱۴۰۴/۰۷/۱۷ ششدانگ یکباب خانه به مساحت ۲۱۱ متر مربع پلاک ۳۳ فرعی از ۷۶ اصلی بخش ۳. xyxy=(487,333,721,378)
table-cell: ۹۷/۶۴۴ xyxy=(497,1245,553,1257)
table-cell: حسن - حسین - مهدی نجفی xyxy=(240,1245,420,1257)
invite-body: بدین وسیله از کلیه سهامداران محترم دعوت می شود که شخصاً یا از طریق وکیل قانونی یا نماینده قانونی خود جهت شرکت در جلسه مجمع عمومی فوق العاده این شرکت که در ساعت ۱۰:۰۰ روز شنبه مورخ ۱۴۰۴/۱۲/۰۹ در محل: استان سیستان بلوچستان، چابهار، جدگال آباد، خیابان ابراهیمی، بن بست ابراهیمی ۱، پلاک ۰، طبقه همکف با کد پستی ۹۹۷۱۸۲۶۳۳۳ برگزار میگردد، حضور بهم رسانند. xyxy=(12,165,233,227)
notice-title: آگهی موضوع ماده ۳ قانون و ماده ۱۳ آئین نامه قانون تعیین تکلیف وضعیت ثبتی اراضی و ساختمانهای فاقد سند رسمی xyxy=(249,795,475,808)
table-row xyxy=(13,1221,470,1233)
notice-body: برابر آراء صادره هیات اول/دوم موضوع قانون تعیین تکلیف وضعیت ثبتی اراضی و ساختمانهای فاقد سند رسمی مستقر در واحد ثبتی حوزه ثبت ملک تصرفات مالکانه بلامعارض متقاضیان محرز گردیده است. لذا مشخصات متقاضیان و املاک مورد تقاضا به شرح ذیل به منظور اطلاع عموم در دو نوبت به فاصله ۱۵ روز آگهی می شود در صورتی که اشخاص نسبت به صدور سند مالکیت متقاضیان اعتراضی داشته باشند می توانند از تاریخ انتشار اولین آگهی به مدت دو ماه اعتراض خود را به این اداره تسلیم و پس از اخذ رسید ظرف مدت یک ماه از تاریخ تسلیم اعتراض دادخواست خود را به مرجع قضایی تقدیم نمایند. بدیهی است در صورت انقضای مدت مذکور و عدم وصول اعتراض طبق مقررات سند مالکیت صادر خواهد شد. رای شماره ۱۴۰۴۶۰۳۱۹۰۶۳۰۰۰۲۸۴ مورخ ۱۴۰۴/۰۷/۱۷ ششدانگ یکباب خانه به مساحت ۲۱۱ متر مربع پلاک ۳۳ فرعی از ۷۶ اصلی بخش ۳. xyxy=(728,200,962,245)
invite-title-line: و شناسه ملی ۱۴۰۰۸۹۳۷۳۶۳ xyxy=(42,146,202,160)
notice-title: آگهی موضوع ماده ۳ قانون و ماده ۱۳ آئین نامه قانون تعیین تکلیف وضعیت ثبتی اراضی و ساختمانهای فاقد سند رسمی xyxy=(7,983,233,995)
table-cell: ۵ xyxy=(552,1209,600,1221)
notice-date: تاریخ انتشار نوبت اول: ۱۴۰۴/۱۱/۱۲ تاریخ انتشار نوبت دوم: ۱۴۰۴/۱۱/۲۶ xyxy=(825,576,962,582)
invitation-ordinary-meeting xyxy=(4,422,240,751)
table-row xyxy=(497,1257,954,1269)
agenda-item: ۲- انتخاب بازرسین xyxy=(175,603,232,612)
notice-body: برابر آراء صادره هیات اول/دوم موضوع قانون تعیین تکلیف وضعیت ثبتی اراضی و ساختمانهای فاقد سند رسمی مستقر در واحد ثبتی حوزه ثبت ملک تصرفات مالکانه بلامعارض متقاضیان محرز گردیده است. لذا مشخصات متقاضیان و املاک مورد تقاضا به شرح ذیل به منظور اطلاع عموم در دو نوبت به فاصله ۱۵ روز آگهی می شود در صورتی که اشخاص نسبت به صدور سند مالکیت متقاضیان اعتراضی داشته باشند می توانند از تاریخ انتشار اولین آگهی به مدت دو ماه اعتراض خود را به این اداره تسلیم و پس از اخذ رسید ظرف مدت یک ماه از تاریخ تسلیم اعتراض دادخواست خود را به مرجع قضایی تقدیم نمایند. بدیهی است در صورت انقضای مدت مذکور و عدم وصول اعتراض طبق مقررات سند مالکیت صادر خواهد شد. رای شماره ۱۴۰۴۶۰۳۱۹۰۶۳۰۰۰۲۸۴ مورخ ۱۴۰۴/۰۷/۱۷ ششدانگ یکباب خانه به مساحت ۲۱۱ متر مربع پلاک ۳۳ فرعی از ۷۶ اصلی بخش ۳. xyxy=(4,920,236,965)
invite-title-line: چابهار(سهامی خاص) xyxy=(61,480,183,494)
agenda-item: ۱- تغییر اساسنامه شرکت xyxy=(155,242,232,252)
notice-signature: جواد شفیعی - رئیس اداره ثبت اسناد و املاک xyxy=(244,784,346,790)
newspaper-logo: رسالت xyxy=(605,30,733,60)
invite-title-line: آگهی دعوت به مجمع عمومی عادی xyxy=(16,431,228,446)
table-header-row xyxy=(13,1197,470,1209)
issue-info xyxy=(740,30,962,60)
notice-body: برابر آراء صادره هیات اول/دوم موضوع قانون تعیین تکلیف وضعیت ثبتی اراضی و ساختمانهای فاقد سند رسمی مستقر در واحد ثبتی حوزه ثبت ملک تصرفات مالکانه بلامعارض متقاضیان محرز گردیده است. لذا مشخصات متقاضیان و املاک مورد تقاضا به شرح ذیل به منظور اطلاع عموم در دو نوبت به فاصله ۱۵ روز آگهی می شود در صورتی که اشخاص نسبت به صدور سند مالکیت متقاضیان اعتراضی داشته باشند می توانند از تاریخ انتشار اولین آگهی به مدت دو ماه اعتراض خود را به این اداره تسلیم و پس از اخذ رسید ظرف مدت یک ماه از تاریخ تسلیم اعتراض دادخواست خود را به مرجع قضایی تقدیم نمایند. بدیهی است در صورت انقضای مدت مذکور و عدم وصول اعتراض طبق مقررات سند مالکیت صادر خواهد شد. رای شماره ۱۴۰۴۶۰۳۱۹۰۶۳۰۰۰۲۸۴ مورخ ۱۴۰۴/۰۷/۱۷ ششدانگ یکباب خانه به مساحت ۲۱۱ متر مربع پلاک ۳۳ فرعی از ۷۶ اصلی بخش ۳. xyxy=(487,423,721,468)
notice-title: آگهی موضوع ماده ۳ قانون و ماده ۱۳ آئین نامه قانون تعیین تکلیف وضعیت ثبتی اراضی و ساختمانهای فاقد سند رسمی xyxy=(7,907,233,919)
notice-body: برابر آراء صادره هیات اول/دوم موضوع قانون تعیین تکلیف وضعیت ثبتی اراضی و ساختمانهای فاقد سند رسمی مستقر در واحد ثبتی حوزه ثبت ملک تصرفات مالکانه بلامعارض متقاضیان محرز گردیده است. لذا مشخصات متقاضیان و املاک مورد تقاضا به شرح ذیل به منظور اطلاع عموم در دو نوبت به فاصله ۱۵ روز آگهی می شود در صورتی که اشخاص نسبت به صدور سند مالکیت متقاضیان اعتراضی داشته باشند می توانند از تاریخ انتشار اولین آگهی به مدت دو ماه اعتراض خود را به این اداره تسلیم و پس از اخذ رسید ظرف مدت یک ماه از تاریخ تسلیم اعتراض دادخواست خود را به مرجع قضایی تقدیم نمایند. بدیهی است در صورت انقضای مدت مذکور و عدم وصول اعتراض طبق مقررات سند مالکیت صادر خواهد شد. رای شماره ۱۴۰۴۶۰۳۱۹۰۶۳۰۰۰۲۸۴ مورخ ۱۴۰۴/۰۷/۱۷ ششدانگ یکباب خانه به مساحت ۲۱۱ متر مربع پلاک ۳۳ فرعی از ۷۶ اصلی بخش ۳. xyxy=(728,893,962,939)
table-cell: غلامرضا - محمد - اکرم - اعظم مرادی xyxy=(662,1233,903,1245)
table-cell: غلامرضا - محمد - اکرم - اعظم مرادی xyxy=(662,1221,903,1233)
notice-body: برابر آراء صادره هیات اول/دوم موضوع قانون تعیین تکلیف وضعیت ثبتی اراضی و ساختمانهای فاقد سند رسمی مستقر در واحد ثبتی حوزه ثبت ملک تصرفات مالکانه بلامعارض متقاضیان محرز گردیده است. لذا مشخصات متقاضیان و املاک مورد تقاضا به شرح ذیل به منظور اطلاع عموم در دو نوبت به فاصله ۱۵ روز آگهی می شود در صورتی که اشخاص نسبت به صدور سند مالکیت متقاضیان اعتراضی داشته باشند می توانند از تاریخ انتشار اولین آگهی به مدت دو ماه اعتراض خود را به این اداره تسلیم و پس از اخذ رسید ظرف مدت یک ماه از تاریخ تسلیم اعتراض دادخواست خود را به مرجع قضایی تقدیم نمایند. بدیهی است در صورت انقضای مدت مذکور و عدم وصول اعتراض طبق مقررات سند مالکیت صادر خواهد شد. رای شماره ۱۴۰۴۶۰۳۱۹۰۶۳۰۰۰۲۸۴ مورخ ۱۴۰۴/۰۷/۱۷ ششدانگ یکباب خانه به مساحت ۲۱۱ متر مربع پلاک ۳۳ فرعی از ۷۶ اصلی بخش ۳. xyxy=(244,809,480,854)
notice-body: برابر آراء صادره هیات اول/دوم موضوع قانون تعیین تکلیف وضعیت ثبتی اراضی و ساختمانهای فاقد سند رسمی مستقر در واحد ثبتی حوزه ثبت ملک تصرفات مالکانه بلامعارض متقاضیان محرز گردیده است. لذا مشخصات متقاضیان و املاک مورد تقاضا به شرح ذیل به منظور اطلاع عموم در دو نوبت به فاصله ۱۵ روز آگهی می شود در صورتی که اشخاص نسبت به صدور سند مالکیت متقاضیان اعتراضی داشته باشند می توانند از تاریخ انتشار اولین آگهی به مدت دو ماه اعتراض خود را به این اداره تسلیم و پس از اخذ رسید ظرف مدت یک ماه از تاریخ تسلیم اعتراض دادخواست خود را به مرجع قضایی تقدیم نمایند. بدیهی است در صورت انقضای مدت مذکور و عدم وصول اعتراض طبق مقررات سند مالکیت صادر خواهد شد. رای شماره ۱۴۰۴۶۰۳۱۹۰۶۳۰۰۰۲۸۴ مورخ ۱۴۰۴/۰۷/۱۷ ششدانگ یکباب خانه به مساحت ۲۱۱ متر مربع پلاک ۳۳ فرعی از ۷۶ اصلی بخش ۳. xyxy=(487,557,721,602)
agenda-title: دستور جلسه: xyxy=(191,582,232,591)
column-header: پلاک xyxy=(13,1197,76,1209)
notice-body: برابر آراء صادره هیات اول/دوم موضوع قانون تعیین تکلیف وضعیت ثبتی اراضی و ساختمانهای فاقد سند رسمی مستقر در واحد ثبتی حوزه ثبت ملک تصرفات مالکانه بلامعارض متقاضیان محرز گردیده است. لذا مشخصات متقاضیان و املاک مورد تقاضا به شرح ذیل به منظور اطلاع عموم در دو نوبت به فاصله ۱۵ روز آگهی می شود در صورتی که اشخاص نسبت به صدور سند مالکیت متقاضیان اعتراضی داشته باشند می توانند از تاریخ انتشار اولین آگهی به مدت دو ماه اعتراض خود را به این اداره تسلیم و پس از اخذ رسید ظرف مدت یک ماه از تاریخ تسلیم اعتراض دادخواست خود را به مرجع قضایی تقدیم نمایند. بدیهی است در صورت انقضای مدت مذکور و عدم وصول اعتراض طبق مقررات سند مالکیت صادر خواهد شد. رای شماره ۱۴۰۴۶۰۳۱۹۰۶۳۰۰۰۲۸۴ مورخ ۱۴۰۴/۰۷/۱۷ ششدانگ یکباب خانه به مساحت ۲۱۱ متر مربع پلاک ۳۳ فرعی از ۷۶ اصلی بخش ۳. xyxy=(4,996,236,1041)
bottom-notice-date: تاریخ انتشار نوبت اول: ۱۴۰۴/۱۱/۱۱ تاریخ انتشار نوبت دوم: ۱۴۰۴/۱۱/۲۶ xyxy=(127,1275,355,1283)
notice-signature: سعید افشار - رئیس ثبت اسناد و املاک xyxy=(4,819,92,825)
property-table xyxy=(496,1196,954,1269)
notice-signature: علی غلامی - رئیس اداره ثبت اسناد و املاک xyxy=(4,895,103,901)
notice-title: آگهی موضوع ماده ۳ قانون و ماده ۱۳ آئین نامه قانون تعیین تکلیف وضعیت ثبتی اراضی و ساختمانهای فاقد سند رسمی xyxy=(7,831,233,843)
notice-body: برابر آراء صادره هیات اول/دوم موضوع قانون تعیین تکلیف وضعیت ثبتی اراضی و ساختمانهای فاقد سند رسمی مستقر در واحد ثبتی حوزه ثبت ملک تصرفات مالکانه بلامعارض متقاضیان محرز گردیده است. لذا مشخصات متقاضیان و املاک مورد تقاضا به شرح ذیل به منظور اطلاع عموم در دو نوبت به فاصله ۱۵ روز آگهی می شود در صورتی که اشخاص نسبت به صدور سند مالکیت متقاضیان اعتراضی داشته باشند می توانند از تاریخ انتشار اولین آگهی به مدت دو ماه اعتراض خود را به این اداره تسلیم و پس از اخذ رسید ظرف مدت یک ماه از تاریخ تسلیم اعتراض دادخواست خود را به مرجع قضایی تقدیم نمایند. بدیهی است در صورت انقضای مدت مذکور و عدم وصول اعتراض طبق مقررات سند مالکیت صادر خواهد شد. رای شماره ۱۴۰۴۶۰۳۱۹۰۶۳۰۰۰۲۸۴ مورخ ۱۴۰۴/۰۷/۱۷ ششدانگ یکباب خانه به مساحت ۲۱۱ متر مربع پلاک ۳۳ فرعی از ۷۶ اصلی بخش ۳. xyxy=(244,155,480,200)
table-cell: محمدعلی - حسن xyxy=(123,1221,240,1233)
table-cell: ۹۷/۶۴۳ xyxy=(497,1233,553,1245)
page-number: ۷ xyxy=(4,28,52,60)
column-header: ردیف xyxy=(420,1197,470,1209)
table-cell: ۲ xyxy=(420,1221,470,1233)
notice-signature: جواد شفیعی - رئیس اداره ثبت اسناد و املاک xyxy=(244,663,346,669)
notice-body: برابر آراء صادره هیات اول/دوم موضوع قانون تعیین تکلیف وضعیت ثبتی اراضی و ساختمانهای فاقد سند رسمی مستقر در واحد ثبتی حوزه ثبت ملک تصرفات مالکانه بلامعارض متقاضیان محرز گردیده است. لذا مشخصات متقاضیان و املاک مورد تقاضا به شرح ذیل به منظور اطلاع عموم در دو نوبت به فاصله ۱۵ روز آگهی می شود در صورتی که اشخاص نسبت به صدور سند مالکیت متقاضیان اعتراضی داشته باشند می توانند از تاریخ انتشار اولین آگهی به مدت دو ماه اعتراض خود را به این اداره تسلیم و پس از اخذ رسید ظرف مدت یک ماه از تاریخ تسلیم اعتراض دادخواست خود را به مرجع قضایی تقدیم نمایند. بدیهی است در صورت انقضای مدت مذکور و عدم وصول اعتراض طبق مقررات سند مالکیت صادر خواهد شد. رای شماره ۱۴۰۴۶۰۳۱۹۰۶۳۰۰۰۲۸۴ مورخ ۱۴۰۴/۰۷/۱۷ ششدانگ یکباب خانه به مساحت ۲۱۱ متر مربع پلاک ۳۳ فرعی از ۷۶ اصلی بخش ۳. xyxy=(487,781,721,826)
notice-date: تاریخ انتشار نوبت اول: ۱۴۰۴/۱۱/۱۲ تاریخ انتشار نوبت دوم: ۱۴۰۴/۱۱/۲۶ xyxy=(99,889,236,895)
notice-date: تاریخ انتشار نوبت اول: ۱۴۰۴/۱۱/۱۲ تاریخ انتشار نوبت دوم: ۱۴۰۴/۱۱/۲۶ xyxy=(343,504,480,510)
notice-date: تاریخ انتشار نوبت اول: ۱۴۰۴/۱۱/۱۲ تاریخ انتشار نوبت دوم: ۱۴۰۴/۱۱/۲۶ xyxy=(343,276,480,282)
agenda-item: و سایر مواردی که در صلاحیت مجمع عمومی عادی به طور فوق العاده می باشد. xyxy=(21,624,232,644)
column-header: بخش xyxy=(552,1197,600,1209)
date-hijri-gregorian: ۲۶ شعبان ۱۴۴۷ | ۱۵ فوریه ۲۰۲۶ xyxy=(101,46,211,55)
notice-title: آگهی موضوع ماده ۳ قانون و ماده ۱۳ آئین نامه قانون تعیین تکلیف وضعیت ثبتی اراضی و ساختمانهای فاقد سند رسمی xyxy=(249,598,475,611)
notice-body: برابر آراء صادره هیات اول/دوم موضوع قانون تعیین تکلیف وضعیت ثبتی اراضی و ساختمانهای فاقد سند رسمی مستقر در واحد ثبتی حوزه ثبت ملک تصرفات مالکانه بلامعارض متقاضیان محرز گردیده است. لذا مشخصات متقاضیان و املاک مورد تقاضا به شرح ذیل به منظور اطلاع عموم در دو نوبت به فاصله ۱۵ روز آگهی می شود در صورتی که اشخاص نسبت به صدور سند مالکیت متقاضیان اعتراضی داشته باشند می توانند از تاریخ انتشار اولین آگهی به مدت دو ماه اعتراض خود را به این اداره تسلیم و پس از اخذ رسید ظرف مدت یک ماه از تاریخ تسلیم اعتراض دادخواست خود را به مرجع قضایی تقدیم نمایند. بدیهی است در صورت انقضای مدت مذکور و عدم وصول اعتراض طبق مقررات سند مالکیت صادر خواهد شد. رای شماره ۱۴۰۴۶۰۳۱۹۰۶۳۰۰۰۲۸۴ مورخ ۱۴۰۴/۰۷/۱۷ ششدانگ یکباب خانه به مساحت ۲۱۱ متر مربع پلاک ۳۳ فرعی از ۷۶ اصلی بخش ۳. xyxy=(728,79,962,124)
section-title: آگهی xyxy=(387,32,428,56)
table-header-row xyxy=(497,1197,954,1209)
notice-body: برابر آراء صادره هیات اول/دوم موضوع قانون تعیین تکلیف وضعیت ثبتی اراضی و ساختمانهای فاقد سند رسمی مستقر در واحد ثبتی حوزه ثبت ملک تصرفات مالکانه بلامعارض متقاضیان محرز گردیده است. لذا مشخصات متقاضیان و املاک مورد تقاضا به شرح ذیل به منظور اطلاع عموم در دو نوبت به فاصله ۱۵ روز آگهی می شود در صورتی که اشخاص نسبت به صدور سند مالکیت متقاضیان اعتراضی داشته باشند می توانند از تاریخ انتشار اولین آگهی به مدت دو ماه اعتراض خود را به این اداره تسلیم و پس از اخذ رسید ظرف مدت یک ماه از تاریخ تسلیم اعتراض دادخواست خود را به مرجع قضایی تقدیم نمایند. بدیهی است در صورت انقضای مدت مذکور و عدم وصول اعتراض طبق مقررات سند مالکیت صادر خواهد شد. رای شماره ۱۴۰۴۶۰۳۱۹۰۶۳۰۰۰۲۸۴ مورخ ۱۴۰۴/۰۷/۱۷ ششدانگ یکباب خانه به مساحت ۲۱۱ متر مربع پلاک ۳۳ فرعی از ۷۶ اصلی بخش ۳. xyxy=(728,728,962,773)
invite-note: لازم به ذکر است که سهامداران محترم یا نمایندگان قانونی آن ها، می توانند با در دست داشتن مدارک معتبر از ساعت ۷:۳۰ صبح همان روز در محل برگزاری مجمع برگه ورود به جلسه را دریافت نمایند. xyxy=(12,649,232,679)
notice-signature: حسین برادی - رئیس اداره ثبت اسناد و املاک xyxy=(244,282,345,288)
notice-body: برابر آراء صادره هیات اول/دوم موضوع قانون تعیین تکلیف وضعیت ثبتی اراضی و ساختمانهای فاقد سند رسمی مستقر در واحد ثبتی حوزه ثبت ملک تصرفات مالکانه بلامعارض متقاضیان محرز گردیده است. لذا مشخصات متقاضیان و املاک مورد تقاضا به شرح ذیل به منظور اطلاع عموم در دو نوبت به فاصله ۱۵ روز آگهی می شود در صورتی که اشخاص نسبت به صدور سند مالکیت متقاضیان اعتراضی داشته باشند می توانند از تاریخ انتشار اولین آگهی به مدت دو ماه اعتراض خود را به این اداره تسلیم و پس از اخذ رسید ظرف مدت یک ماه از تاریخ تسلیم اعتراض دادخواست خود را به مرجع قضایی تقدیم نمایند. بدیهی است در صورت انقضای مدت مذکور و عدم وصول اعتراض طبق مقررات سند مالکیت صادر خواهد شد. رای شماره ۱۴۰۴۶۰۳۱۹۰۶۳۰۰۰۲۸۴ مورخ ۱۴۰۴/۰۷/۱۷ ششدانگ یکباب خانه به مساحت ۲۱۱ متر مربع پلاک ۳۳ فرعی از ۷۶ اصلی بخش ۳. xyxy=(728,410,962,455)
table-cell: ۱۹۷/۳۰۲ xyxy=(13,1233,76,1245)
notice-date: تاریخ انتشار نوبت اول: ۱۴۰۴/۱۱/۱۲ تاریخ انتشار نوبت دوم: ۱۴۰۴/۱۱/۲۶ xyxy=(825,696,962,702)
date-persian: یکشنبه ۲۶ بهمن ۱۴۰۴ xyxy=(125,32,211,41)
table-row xyxy=(497,1209,954,1221)
table-cell: رضا xyxy=(601,1245,662,1257)
notice-signature: عبدالحمید سالمی - رئیس ثبت اسناد و املاک xyxy=(487,111,587,117)
notice-title: آگهی موضوع ماده ۳ قانون و ماده ۱۳ آئین نامه قانون تعیین تکلیف وضعیت ثبتی اراضی و ساختمانهای فاقد سند رسمی xyxy=(732,715,958,727)
notice-signature: حسین برادی - رئیس اداره ثبت اسناد و املاک xyxy=(244,435,345,441)
table-cell: رضا xyxy=(601,1221,662,1233)
notice-date: تاریخ انتشار نوبت اول: ۱۴۰۴/۱۱/۱۲ تاریخ انتشار نوبت دوم: ۱۴۰۴/۱۱/۲۶ xyxy=(825,334,962,340)
invite-title-line: فوق العاده شرکت توسعه و عمران آرمان xyxy=(7,98,237,112)
table-cell: ۴ xyxy=(420,1245,470,1257)
notice-date: تاریخ انتشار نوبت اول: ۱۴۰۴/۱۱/۱۲ تاریخ انتشار نوبت دوم: ۱۴۰۴/۱۱/۲۶ xyxy=(343,200,480,206)
notice-title: آگهی موضوع ماده ۳ قانون و ماده ۱۳ آئین نامه قانون تعیین تکلیف وضعیت ثبتی اراضی و ساختمانهای فاقد سند رسمی xyxy=(732,66,958,78)
brand-line1: روزنامه xyxy=(920,32,958,43)
table-cell: ۱۹۷/۳۰۰ xyxy=(13,1209,76,1221)
column-header: نام و نام خانوادگی xyxy=(662,1197,903,1209)
table-cell: رضا xyxy=(601,1209,662,1221)
notice-body: برابر آراء صادره هیات اول/دوم موضوع قانون تعیین تکلیف وضعیت ثبتی اراضی و ساختمانهای فاقد سند رسمی مستقر در واحد ثبتی حوزه ثبت ملک تصرفات مالکانه بلامعارض متقاضیان محرز گردیده است. لذا مشخصات متقاضیان و املاک مورد تقاضا به شرح ذیل به منظور اطلاع عموم در دو نوبت به فاصله ۱۵ روز آگهی می شود در صورتی که اشخاص نسبت به صدور سند مالکیت متقاضیان اعتراضی داشته باشند می توانند از تاریخ انتشار اولین آگهی به مدت دو ماه اعتراض خود را به این اداره تسلیم و پس از اخذ رسید ظرف مدت یک ماه از تاریخ تسلیم اعتراض دادخواست خود را به مرجع قضایی تقدیم نمایند. بدیهی است در صورت انقضای مدت مذکور و عدم وصول اعتراض طبق مقررات سند مالکیت صادر خواهد شد. رای شماره ۱۴۰۴۶۰۳۱۹۰۶۳۰۰۰۲۸۴ مورخ ۱۴۰۴/۰۷/۱۷ ششدانگ یکباب خانه به مساحت ۲۱۱ متر مربع پلاک ۳۳ فرعی از ۷۶ اصلی بخش ۳. xyxy=(244,307,480,352)
property-table xyxy=(12,1196,470,1269)
notice-title: آگهی موضوع ماده ۳ قانون و ماده ۱۳ آئین نامه قانون تعیین تکلیف وضعیت ثبتی اراضی و ساختمانهای فاقد سند رسمی xyxy=(491,275,717,288)
table-cell: ۱۹۷/۳۰۳ xyxy=(13,1245,76,1257)
notice-date: تاریخ انتشار نوبت اول: ۱۴۰۴/۱۱/۱۲ تاریخ انتشار نوبت دوم: ۱۴۰۴/۱۱/۲۶ xyxy=(825,817,962,823)
notice-title: آگهی موضوع ماده ۳ قانون و ماده ۱۳ آئین نامه قانون تعیین تکلیف وضعیت ثبتی اراضی و ساختمانهای فاقد سند رسمی xyxy=(249,370,475,383)
table-cell: ۴ xyxy=(75,1221,123,1233)
table-row xyxy=(13,1257,470,1269)
notice-title: آگهی موضوع ماده ۳ قانون و ماده ۱۳ آئین نامه قانون تعیین تکلیف وضعیت ثبتی اراضی و ساختمانهای فاقد سند رسمی xyxy=(732,473,958,485)
table-cell: ۴ xyxy=(75,1233,123,1245)
notice-body: برابر آراء صادره هیات اول/دوم موضوع قانون تعیین تکلیف وضعیت ثبتی اراضی و ساختمانهای فاقد سند رسمی مستقر در واحد ثبتی حوزه ثبت ملک تصرفات مالکانه بلامعارض متقاضیان محرز گردیده است. لذا مشخصات متقاضیان و املاک مورد تقاضا به شرح ذیل به منظور اطلاع عموم در دو نوبت به فاصله ۱۵ روز آگهی می شود در صورتی که اشخاص نسبت به صدور سند مالکیت متقاضیان اعتراضی داشته باشند می توانند از تاریخ انتشار اولین آگهی به مدت دو ماه اعتراض خود را به این اداره تسلیم و پس از اخذ رسید ظرف مدت یک ماه از تاریخ تسلیم اعتراض دادخواست خود را به مرجع قضایی تقدیم نمایند. بدیهی است در صورت انقضای مدت مذکور و عدم وصول اعتراض طبق مقررات سند مالکیت صادر خواهد شد. رای شماره ۱۴۰۴۶۰۳۱۹۰۶۳۰۰۰۲۸۴ مورخ ۱۴۰۴/۰۷/۱۷ ششدانگ یکباب خانه به مساحت ۲۱۱ متر مربع پلاک ۳۳ فرعی از ۷۶ اصلی بخش ۳. xyxy=(487,66,721,111)
invite-note: لازم به ذکر است که سهامداران محترم یا نمایندگان قانونی آن ها، می توانند با در دست داشتن مدارک معتبر از ساعت ۹:۳۰ صبح همان روز در محل برگزاری مجمع برگه ورود به جلسه را دریافت نمایند. xyxy=(12,267,232,298)
notice-body: برابر آراء صادره هیات اول/دوم موضوع قانون تعیین تکلیف وضعیت ثبتی اراضی و ساختمانهای فاقد سند رسمی مستقر در واحد ثبتی حوزه ثبت ملک تصرفات مالکانه بلامعارض متقاضیان محرز گردیده است. لذا مشخصات متقاضیان و املاک مورد تقاضا به شرح ذیل به منظور اطلاع عموم در دو نوبت به فاصله ۱۵ روز آگهی می شود در صورتی که اشخاص نسبت به صدور سند مالکیت متقاضیان اعتراضی داشته باشند می توانند از تاریخ انتشار اولین آگهی به مدت دو ماه اعتراض خود را به این اداره تسلیم و پس از اخذ رسید ظرف مدت یک ماه از تاریخ تسلیم اعتراض دادخواست خود را به مرجع قضایی تقدیم نمایند. بدیهی است در صورت انقضای مدت مذکور و عدم وصول اعتراض طبق مقررات سند مالکیت صادر خواهد شد. رای شماره ۱۴۰۴۶۰۳۱۹۰۶۳۰۰۰۲۸۴ مورخ ۱۴۰۴/۰۷/۱۷ ششدانگ یکباب خانه به مساحت ۲۱۱ متر مربع پلاک ۳۳ فرعی از ۷۶ اصلی بخش ۳. xyxy=(4,768,236,813)
notice-body: برابر آراء صادره هیات اول/دوم موضوع قانون تعیین تکلیف وضعیت ثبتی اراضی و ساختمانهای فاقد سند رسمی مستقر در واحد ثبتی حوزه ثبت ملک تصرفات مالکانه بلامعارض متقاضیان محرز گردیده است. لذا مشخصات متقاضیان و املاک مورد تقاضا به شرح ذیل به منظور اطلاع عموم در دو نوبت به فاصله ۱۵ روز آگهی می شود در صورتی که اشخاص نسبت به صدور سند مالکیت متقاضیان اعتراضی داشته باشند می توانند از تاریخ انتشار اولین آگهی به مدت دو ماه اعتراض خود را به این اداره تسلیم و پس از اخذ رسید ظرف مدت یک ماه از تاریخ تسلیم اعتراض دادخواست خود را به مرجع قضایی تقدیم نمایند. بدیهی است در صورت انقضای مدت مذکور و عدم وصول اعتراض طبق مقررات سند مالکیت صادر خواهد شد. رای شماره ۱۴۰۴۶۰۳۱۹۰۶۳۰۰۰۲۸۴ مورخ ۱۴۰۴/۰۷/۱۷ ششدانگ یکباب خانه به مساحت ۲۱۱ متر مربع پلاک ۳۳ فرعی از ۷۶ اصلی بخش ۳. xyxy=(487,288,721,333)
column-header: پلاک xyxy=(497,1197,553,1209)
notice-body: برابر آراء صادره هیات اول/دوم موضوع قانون تعیین تکلیف وضعیت ثبتی اراضی و ساختمانهای فاقد سند رسمی مستقر در واحد ثبتی حوزه ثبت ملک تصرفات مالکانه بلامعارض متقاضیان محرز گردیده است. لذا مشخصات متقاضیان و املاک مورد تقاضا به شرح ذیل به منظور اطلاع عموم در دو نوبت به فاصله ۱۵ روز آگهی می شود در صورتی که اشخاص نسبت به صدور سند مالکیت متقاضیان اعتراضی داشته باشند می توانند از تاریخ انتشار اولین آگهی به مدت دو ماه اعتراض خود را به این اداره تسلیم و پس از اخذ رسید ظرف مدت یک ماه از تاریخ تسلیم اعتراض دادخواست خود را به مرجع قضایی تقدیم نمایند. بدیهی است در صورت انقضای مدت مذکور و عدم وصول اعتراض طبق مقررات سند مالکیت صادر خواهد شد. رای شماره ۱۴۰۴۶۰۳۱۹۰۶۳۰۰۰۲۸۴ مورخ ۱۴۰۴/۰۷/۱۷ ششدانگ یکباب خانه به مساحت ۲۱۱ متر مربع پلاک ۳۳ فرعی از ۷۶ اصلی بخش ۳. xyxy=(728,123,962,169)
notice-signature: مهدی خان‌آبادی - رئیس اداره ثبت اسناد و املاک xyxy=(728,340,836,346)
table-cell: ۱۹۷/۳۰۱ xyxy=(13,1257,76,1269)
date-block xyxy=(56,30,211,60)
notice-date: تاریخ انتشار نوبت اول: ۱۴۰۴/۱۱/۱۲ تاریخ انتشار نوبت دوم: ۱۴۰۴/۱۱/۲۶ xyxy=(343,580,480,586)
notice-body: برابر آراء صادره هیات اول/دوم موضوع قانون تعیین تکلیف وضعیت ثبتی اراضی و ساختمانهای فاقد سند رسمی مستقر در واحد ثبتی حوزه ثبت ملک تصرفات مالکانه بلامعارض متقاضیان محرز گردیده است. لذا مشخصات متقاضیان و املاک مورد تقاضا به شرح ذیل به منظور اطلاع عموم در دو نوبت به فاصله ۱۵ روز آگهی می شود در صورتی که اشخاص نسبت به صدور سند مالکیت متقاضیان اعتراضی داشته باشند می توانند از تاریخ انتشار اولین آگهی به مدت دو ماه اعتراض خود را به این اداره تسلیم و پس از اخذ رسید ظرف مدت یک ماه از تاریخ تسلیم اعتراض دادخواست خود را به مرجع قضایی تقدیم نمایند. بدیهی است در صورت انقضای مدت مذکور و عدم وصول اعتراض طبق مقررات سند مالکیت صادر خواهد شد. رای شماره ۱۴۰۴۶۰۳۱۹۰۶۳۰۰۰۲۸۴ مورخ ۱۴۰۴/۰۷/۱۷ ششدانگ یکباب خانه به مساحت ۲۱۱ متر مربع پلاک ۳۳ فرعی از ۷۶ اصلی بخش ۳. xyxy=(487,691,721,736)
notice-signature: عبدالحمید سالمی - رئیس ثبت اسناد و املاک xyxy=(728,582,828,588)
notice-body: برابر آراء صادره هیات اول/دوم موضوع قانون تعیین تکلیف وضعیت ثبتی اراضی و ساختمانهای فاقد سند رسمی مستقر در واحد ثبتی حوزه ثبت ملک تصرفات مالکانه بلامعارض متقاضیان محرز گردیده است. لذا مشخصات متقاضیان و املاک مورد تقاضا به شرح ذیل به منظور اطلاع عموم در دو نوبت به فاصله ۱۵ روز آگهی می شود در صورتی که اشخاص نسبت به صدور سند مالکیت متقاضیان اعتراضی داشته باشند می توانند از تاریخ انتشار اولین آگهی به مدت دو ماه اعتراض خود را به این اداره تسلیم و پس از اخذ رسید ظرف مدت یک ماه از تاریخ تسلیم اعتراض دادخواست خود را به مرجع قضایی تقدیم نمایند. بدیهی است در صورت انقضای مدت مذکور و عدم وصول اعتراض طبق مقررات سند مالکیت صادر خواهد شد. رای شماره ۱۴۰۴۶۰۳۱۹۰۶۳۰۰۰۲۸۴ مورخ ۱۴۰۴/۰۷/۱۷ ششدانگ یکباب خانه به مساحت ۲۱۱ متر مربع پلاک ۳۳ فرعی از ۷۶ اصلی بخش ۳. xyxy=(728,289,962,334)
table-cell: حسن - حسین - مهدی نجفی xyxy=(240,1233,420,1245)
table-cell: محمدعلی - حسن xyxy=(123,1209,240,1221)
issue-number: شماره ۱۱۳۳۷ xyxy=(872,45,918,54)
table-cell: محمدعلی - حسن xyxy=(123,1257,240,1269)
notice-date: تاریخ انتشار نوبت اول: ۱۴۰۴/۱۱/۱۲ تاریخ انتشار نوبت دوم: ۱۴۰۴/۱۱/۲۶ xyxy=(343,777,480,783)
table-cell: محمدعلی - حسن xyxy=(123,1233,240,1245)
notice-body: برابر آراء صادره هیات اول/دوم موضوع قانون تعیین تکلیف وضعیت ثبتی اراضی و ساختمانهای فاقد سند رسمی مستقر در واحد ثبتی حوزه ثبت ملک تصرفات مالکانه بلامعارض متقاضیان محرز گردیده است. لذا مشخصات متقاضیان و املاک مورد تقاضا به شرح ذیل به منظور اطلاع عموم در دو نوبت به فاصله ۱۵ روز آگهی می شود در صورتی که اشخاص نسبت به صدور سند مالکیت متقاضیان اعتراضی داشته باشند می توانند از تاریخ انتشار اولین آگهی به مدت دو ماه اعتراض خود را به این اداره تسلیم و پس از اخذ رسید ظرف مدت یک ماه از تاریخ تسلیم اعتراض دادخواست خود را به مرجع قضایی تقدیم نمایند. بدیهی است در صورت انقضای مدت مذکور و عدم وصول اعتراض طبق مقررات سند مالکیت صادر خواهد شد. رای شماره ۱۴۰۴۶۰۳۱۹۰۶۳۰۰۰۲۸۴ مورخ ۱۴۰۴/۰۷/۱۷ ششدانگ یکباب خانه به مساحت ۲۱۱ متر مربع پلاک ۳۳ فرعی از ۷۶ اصلی بخش ۳. xyxy=(244,459,480,504)
notice-body: برابر آراء صادره هیات اول/دوم موضوع قانون تعیین تکلیف وضعیت ثبتی اراضی و ساختمانهای فاقد سند رسمی مستقر در واحد ثبتی حوزه ثبت ملک تصرفات مالکانه بلامعارض متقاضیان محرز گردیده است. لذا مشخصات متقاضیان و املاک مورد تقاضا به شرح ذیل به منظور اطلاع عموم در دو نوبت به فاصله ۱۵ روز آگهی می شود در صورتی که اشخاص نسبت به صدور سند مالکیت متقاضیان اعتراضی داشته باشند می توانند از تاریخ انتشار اولین آگهی به مدت دو ماه اعتراض خود را به این اداره تسلیم و پس از اخذ رسید ظرف مدت یک ماه از تاریخ تسلیم اعتراض دادخواست خود را به مرجع قضایی تقدیم نمایند. بدیهی است در صورت انقضای مدت مذکور و عدم وصول اعتراض طبق مقررات سند مالکیت صادر خواهد شد. رای شماره ۱۴۰۴۶۰۳۱۹۰۶۳۰۰۰۲۸۴ مورخ ۱۴۰۴/۰۷/۱۷ ششدانگ یکباب خانه به مساحت ۲۱۱ متر مربع پلاک ۳۳ فرعی از ۷۶ اصلی بخش ۳. xyxy=(728,365,962,410)
notice-title: آگهی موضوع ماده ۳ قانون و ماده ۱۳ آئین نامه قانون تعیین تکلیف وضعیت ثبتی اراضی و ساختمانهای فاقد سند رسمی xyxy=(491,123,717,135)
agenda-item: ۱- انتخاب مدیران xyxy=(179,592,232,602)
notice-signature: مهدی خان‌آبادی - رئیس اداره ثبت اسناد و املاک xyxy=(244,130,352,136)
notice-body: برابر آراء صادره هیات اول/دوم موضوع قانون تعیین تکلیف وضعیت ثبتی اراضی و ساختمانهای فاقد سند رسمی مستقر در واحد ثبتی حوزه ثبت ملک تصرفات مالکانه بلامعارض متقاضیان محرز گردیده است. لذا مشخصات متقاضیان و املاک مورد تقاضا به شرح ذیل به منظور اطلاع عموم در دو نوبت به فاصله ۱۵ روز آگهی می شود در صورتی که اشخاص نسبت به صدور سند مالکیت متقاضیان اعتراضی داشته باشند می توانند از تاریخ انتشار اولین آگهی به مدت دو ماه اعتراض خود را به این اداره تسلیم و پس از اخذ رسید ظرف مدت یک ماه از تاریخ تسلیم اعتراض دادخواست خود را به مرجع قضایی تقدیم نمایند. بدیهی است در صورت انقضای مدت مذکور و عدم وصول اعتراض طبق مقررات سند مالکیت صادر خواهد شد. رای شماره ۱۴۰۴۶۰۳۱۹۰۶۳۰۰۰۲۸۴ مورخ ۱۴۰۴/۰۷/۱۷ ششدانگ یکباب خانه به مساحت ۲۱۱ متر مربع پلاک ۳۳ فرعی از ۷۶ اصلی بخش ۳. xyxy=(487,378,721,423)
notice-body: برابر آراء صادره هیات اول/دوم موضوع قانون تعیین تکلیف وضعیت ثبتی اراضی و ساختمانهای فاقد سند رسمی مستقر در واحد ثبتی حوزه ثبت ملک تصرفات مالکانه بلامعارض متقاضیان محرز گردیده است. لذا مشخصات متقاضیان و املاک مورد تقاضا به شرح ذیل به منظور اطلاع عموم در دو نوبت به فاصله ۱۵ روز آگهی می شود در صورتی که اشخاص نسبت به صدور سند مالکیت متقاضیان اعتراضی داشته باشند می توانند از تاریخ انتشار اولین آگهی به مدت دو ماه اعتراض خود را به این اداره تسلیم و پس از اخذ رسید ظرف مدت یک ماه از تاریخ تسلیم اعتراض دادخواست خود را به مرجع قضایی تقدیم نمایند. بدیهی است در صورت انقضای مدت مذکور و عدم وصول اعتراض طبق مقررات سند مالکیت صادر خواهد شد. رای شماره ۱۴۰۴۶۰۳۱۹۰۶۳۰۰۰۲۸۴ مورخ ۱۴۰۴/۰۷/۱۷ ششدانگ یکباب خانه به مساحت ۲۱۱ متر مربع پلاک ۳۳ فرعی از ۷۶ اصلی بخش ۳. xyxy=(244,535,480,581)
invitation-extraordinary-meeting xyxy=(4,72,240,416)
notice-signature: عبدالحمید سالمی - رئیس ثبت اسناد و املاک xyxy=(728,703,828,709)
notice-date: تاریخ انتشار نوبت اول: ۱۴۰۴/۱۱/۱۲ تاریخ انتشار نوبت دوم: ۱۴۰۴/۱۱/۲۶ xyxy=(584,257,721,263)
notice-title: آگهی موضوع ماده ۳ قانون و ماده ۱۳ آئین نامه قانون تعیین تکلیف وضعیت ثبتی اراضی و ساختمانهای فاقد سند رسمی xyxy=(249,675,475,687)
notice-body: برابر آراء صادره هیات اول/دوم موضوع قانون تعیین تکلیف وضعیت ثبتی اراضی و ساختمانهای فاقد سند رسمی مستقر در واحد ثبتی حوزه ثبت ملک تصرفات مالکانه بلامعارض متقاضیان محرز گردیده است. لذا مشخصات متقاضیان و املاک مورد تقاضا به شرح ذیل به منظور اطلاع عموم در دو نوبت به فاصله ۱۵ روز آگهی می شود در صورتی که اشخاص نسبت به صدور سند مالکیت متقاضیان اعتراضی داشته باشند می توانند از تاریخ انتشار اولین آگهی به مدت دو ماه اعتراض خود را به این اداره تسلیم و پس از اخذ رسید ظرف مدت یک ماه از تاریخ تسلیم اعتراض دادخواست خود را به مرجع قضایی تقدیم نمایند. بدیهی است در صورت انقضای مدت مذکور و عدم وصول اعتراض طبق مقررات سند مالکیت صادر خواهد شد. رای شماره ۱۴۰۴۶۰۳۱۹۰۶۳۰۰۰۲۸۴ مورخ ۱۴۰۴/۰۷/۱۷ ششدانگ یکباب خانه به مساحت ۲۱۱ متر مربع پلاک ۳۳ فرعی از ۷۶ اصلی بخش ۳. xyxy=(728,486,962,531)
